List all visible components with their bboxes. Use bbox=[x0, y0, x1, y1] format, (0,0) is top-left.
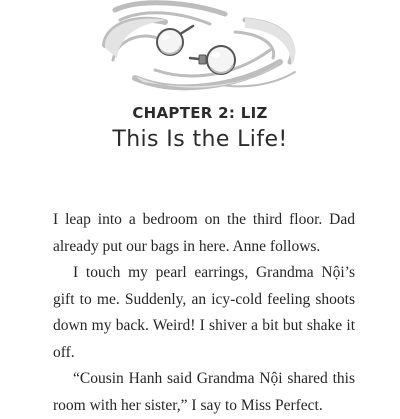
chapter-title: This Is the Life! bbox=[112, 127, 288, 152]
paragraph: “Cousin Hanh said Grandma Nội shared this room with her sister,” I say to Miss Perfect. bbox=[53, 370, 355, 414]
chapter-body bbox=[53, 207, 355, 419]
left-pearl-earring bbox=[157, 26, 193, 55]
pearl-earrings-icon bbox=[95, 0, 305, 92]
right-pearl-earring bbox=[190, 46, 235, 74]
paragraph: I leap into a bedroom on the third floor. Dad already put our bags in here. Anne follows. bbox=[53, 211, 355, 255]
swirl-decoration bbox=[105, 3, 295, 88]
chapter-illustration bbox=[95, 0, 305, 92]
chapter-number: CHAPTER 2: LIZ bbox=[132, 104, 268, 122]
paragraph: I touch my pearl earrings, Grandma Nội’s gift to me. Suddenly, an icy-cold feeling shoots down my back. Weird! I shiver a bit but shake it off. bbox=[53, 264, 355, 361]
